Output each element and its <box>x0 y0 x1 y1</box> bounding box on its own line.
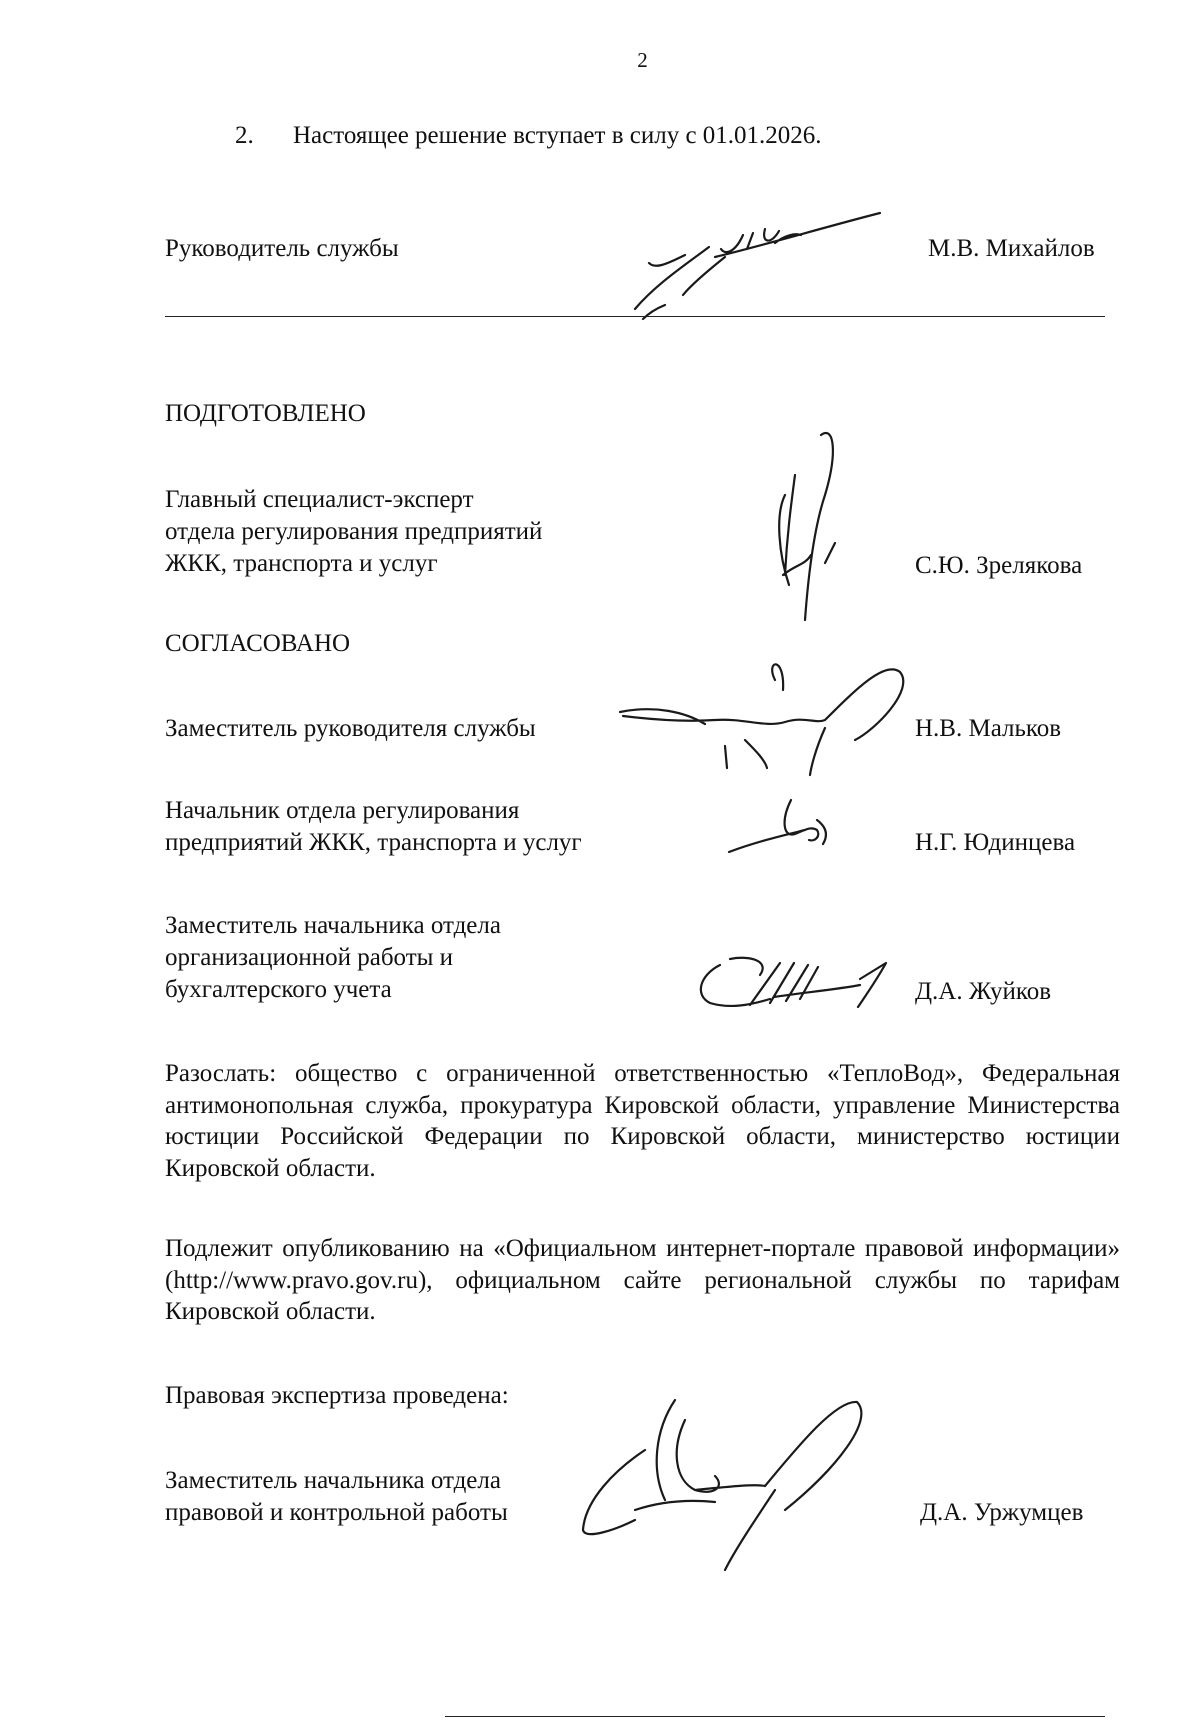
agreed-signer-1-signature-icon <box>615 650 915 790</box>
agreed-signer-1-position: Заместитель руководителя службы <box>165 715 536 742</box>
page-number: 2 <box>637 48 648 72</box>
footer-rule <box>445 1716 1105 1717</box>
prepared-heading: ПОДГОТОВЛЕНО <box>165 400 366 427</box>
item-number: 2. <box>235 122 254 149</box>
legal-name: Д.А. Уржумцев <box>920 1499 1084 1526</box>
head-signature-icon <box>625 205 885 325</box>
agreed-signer-3-signature-icon <box>690 945 890 1025</box>
head-name: М.В. Михайлов <box>928 235 1095 262</box>
item-text: Настоящее решение вступает в силу с 01.01.2026. <box>293 122 822 149</box>
agreed-signer-3-name: Д.А. Жуйков <box>915 978 1052 1005</box>
decision-item <box>235 120 822 152</box>
prepared-position-line-3: ЖКК, транспорта и услуг <box>165 550 438 577</box>
prepared-position-line-2: отдела регулирования предприятий <box>165 518 543 545</box>
agreed-heading: СОГЛАСОВАНО <box>165 630 351 657</box>
publication-text: Подлежит опубликованию на «Официальном интернет-портале правовой информации» (http://www.pravo.gov.ru), официальном сайте региональной службы по тарифам Кировской области. <box>165 1235 1120 1325</box>
distribution-paragraph <box>165 1058 1120 1184</box>
signature-divider <box>165 316 1105 317</box>
legal-position-line-2: правовой и контрольной работы <box>165 1499 508 1526</box>
legal-heading: Правовая экспертиза проведена: <box>165 1382 509 1409</box>
distribution-text: Разослать: общество с ограниченной ответственностью «ТеплоВод», Федеральная антимонопольная служба, прокуратура Кировской области, управление Министерства юстиции Российской Федерации по Кировской области, министерство юстиции Кировской области. <box>165 1060 1120 1182</box>
agreed-signer-2-position-line-1: Начальник отдела регулирования <box>165 797 520 824</box>
agreed-signer-3-position-line-2: организационной работы и <box>165 944 454 971</box>
prepared-signature-icon <box>765 425 865 625</box>
agreed-signer-2-name: Н.Г. Юдинцева <box>915 829 1076 856</box>
agreed-signer-3-position-line-1: Заместитель начальника отдела <box>165 912 501 939</box>
head-position: Руководитель службы <box>165 235 399 262</box>
prepared-name: С.Ю. Зрелякова <box>915 552 1083 579</box>
legal-signature-icon <box>575 1390 875 1575</box>
agreed-signer-1-name: Н.В. Мальков <box>915 715 1062 742</box>
agreed-signer-3-position-line-3: бухгалтерского учета <box>165 976 392 1003</box>
legal-position-line-1: Заместитель начальника отдела <box>165 1467 501 1494</box>
prepared-position-line-1: Главный специалист-эксперт <box>165 486 474 513</box>
agreed-signer-2-signature-icon <box>725 790 835 860</box>
publication-paragraph <box>165 1233 1120 1328</box>
agreed-signer-2-position-line-2: предприятий ЖКК, транспорта и услуг <box>165 829 582 856</box>
